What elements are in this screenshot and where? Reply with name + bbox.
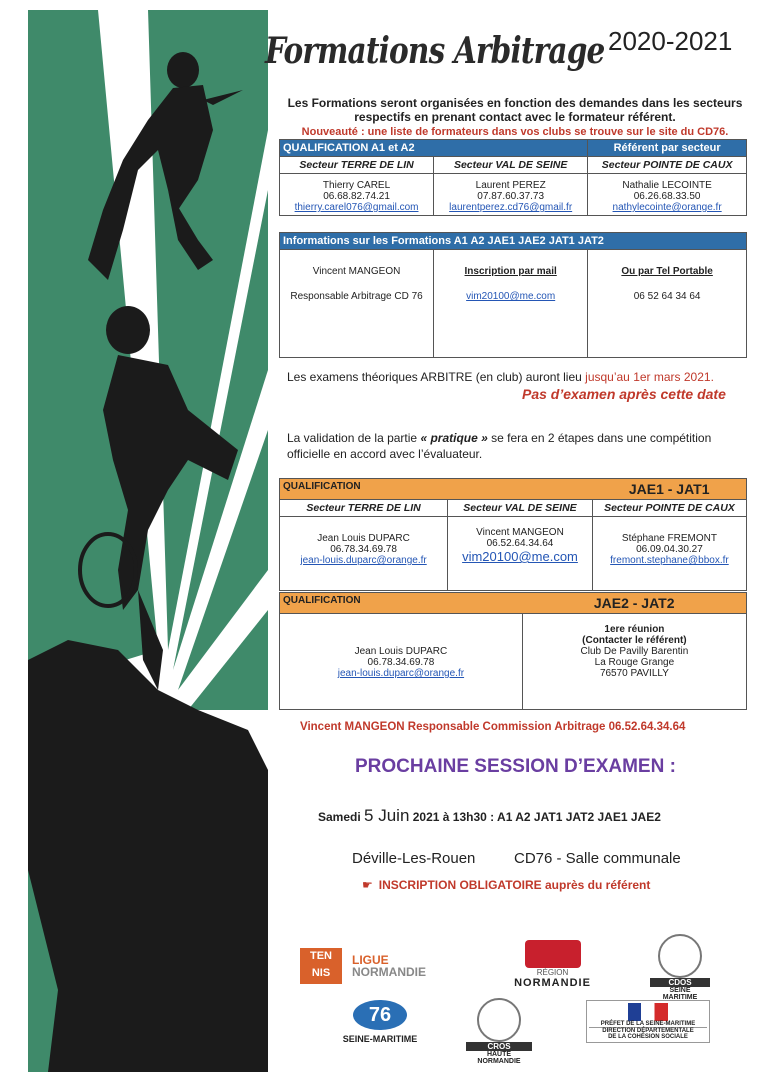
qualification-jae2-title: QUALIFICATION [280,593,523,614]
validation-pratique: « pratique » [420,431,488,445]
contact-email-link[interactable]: laurentperez.cd76@gmail.fr [449,202,573,213]
reunion-title: 1ere réunion [604,624,665,635]
cros-logo [466,998,532,1065]
inscription-text: INSCRIPTION OBLIGATOIRE auprès du référent [378,878,651,892]
session-title: PROCHAINE SESSION D’EXAMEN : [355,756,676,777]
session-place-city: Déville-Les-Rouen [352,850,476,867]
reunion-cell [522,614,746,710]
referent-label: Référent par secteur [588,140,747,157]
contact-phone: 06.78.34.69.78 [330,544,397,555]
ligue-logo [352,954,426,978]
session-date-rest: 2021 à 13h30 : A1 A2 JAT1 JAT2 JAE1 JAE2 [409,810,661,824]
cdos-logo-top: CDOS [650,978,710,987]
qualification-jae2-level: JAE2 - JAT2 [522,593,746,614]
qualification-jae1-level: JAE1 - JAT1 [592,479,746,500]
sector-terre-de-lin: Secteur TERRE DE LIN [280,157,434,174]
contact-name: Jean Louis DUPARC [317,533,410,544]
tennis-logo [300,948,342,984]
contact-email-link[interactable]: jean-louis.duparc@orange.fr [337,668,465,679]
session-day: Samedi [318,810,365,824]
mail-label: Inscription par mail [464,266,557,277]
contact-name: Jean Louis DUPARC [354,646,448,657]
session-date-big: 5 Juin [364,806,410,825]
tel-cell [588,250,747,358]
informations-table [279,232,747,358]
contact-phone: 06.68.82.74.21 [323,191,390,202]
cros-logo-bottom: NORMANDIE [477,1058,521,1065]
reunion-club: Club De Pavilly Barentin [580,646,689,657]
french-flag-icon [628,1003,668,1021]
qualification-a-title: QUALIFICATION A1 et A2 [280,140,588,157]
region-shield-icon [525,940,581,968]
contact-name: Stéphane FREMONT [621,533,717,544]
olympic-rings-icon [477,998,521,1042]
pointing-hand-icon: ☛ [362,878,373,892]
qualification-jae1-table [279,478,747,591]
responsable-name: Vincent MANGEON [312,266,401,277]
contact-name: Thierry CAREL [322,180,391,191]
tel-number: 06 52 64 34 64 [633,291,701,302]
sector-pointe-de-caux: Secteur POINTE DE CAUX [592,500,746,517]
contact-email-link[interactable]: thierry.carel076@gmail.com [294,202,419,213]
cros-logo-top: CROS [466,1042,532,1051]
contact-email-link[interactable]: vim20100@me.com [462,549,578,564]
ligue-logo-bottom: NORMANDIE [352,965,426,979]
contact-cell [280,174,434,216]
contact-email-link[interactable]: nathylecointe@orange.fr [612,202,722,213]
contact-email-link[interactable]: jean-louis.duparc@orange.fr [300,555,427,566]
region-logo-top: RÉGION [536,968,569,977]
qualification-jae2-table [279,592,747,710]
qualification-jae1-title: QUALIFICATION [280,479,593,500]
page-title: Formations Arbitrage [265,30,605,72]
contact-name: Laurent PEREZ [475,180,546,191]
validation-c: se fera en 2 étapes dans une compétition officielle en accord avec l’évaluateur. [287,431,712,461]
prefet-logo [586,1000,710,1043]
prefet-logo-line1: PRÉFET DE LA SEINE-MARITIME [600,1021,696,1027]
reunion-contact: (Contacter le référent) [582,635,687,646]
tel-label: Ou par Tel Portable [621,266,713,277]
no-exam-notice: Pas d’examen après cette date [522,386,726,402]
contact-cell [434,174,588,216]
tennis-logo-bottom: NIS [311,967,331,979]
responsable-role: Responsable Arbitrage CD 76 [290,291,423,302]
reunion-place: La Rouge Grange [594,657,675,668]
season-year: 2020-2021 [608,26,733,56]
qualification-a1-a2-table [279,139,747,216]
contact-phone: 06.26.68.33.50 [633,191,701,202]
prefet-logo-line3: DE LA COHÉSION SOCIALE [608,1034,688,1040]
contact-cell [588,174,747,216]
contact-cell [448,517,593,591]
region-logo-bottom: NORMANDIE [514,977,591,989]
contact-phone: 06.09.04.30.27 [636,544,703,555]
mail-cell [434,250,588,358]
contact-cell [280,517,448,591]
validation-a: La validation de la partie [287,431,421,445]
contact-name: Nathalie LECOINTE [622,180,712,191]
intro-text [285,96,745,124]
cros-logo-mid: HAUTE [486,1051,512,1058]
exam-deadline: jusqu’au 1er mars 2021. [585,370,714,384]
contact-cell [280,614,523,710]
exam-theorique-text [287,370,714,384]
sector-val-de-seine: Secteur VAL DE SEINE [448,500,593,517]
inscription-notice [362,878,650,892]
session-place-room: CD76 - Salle communale [514,850,681,867]
olympic-rings-icon [658,934,702,978]
intro-line-2: respectifs en prenant contact avec le formateur référent. [354,110,676,124]
cdos-logo [650,934,710,1001]
intro-line-1: Les Formations seront organisées en fonction des demandes dans les secteurs [287,96,743,110]
region-normandie-logo [500,940,605,989]
seine-logo-number: 76 [353,1000,407,1030]
left-artwork [28,10,268,1072]
responsable-cell [280,250,434,358]
mail-link[interactable]: vim20100@me.com [466,291,556,302]
responsable-commission: Vincent MANGEON Responsable Commission Arbitrage 06.52.64.34.64 [300,721,686,733]
sector-terre-de-lin: Secteur TERRE DE LIN [280,500,448,517]
cdos-logo-bottom: MARITIME [662,994,698,1001]
seine-logo-text: SEINE-MARITIME [342,1034,418,1044]
exam-text: Les examens théoriques ARBITRE (en club) auront lieu [287,370,586,384]
contact-cell [592,517,746,591]
validation-text [287,430,742,462]
sector-val-de-seine: Secteur VAL DE SEINE [434,157,588,174]
seine-maritime-logo [340,1000,420,1044]
ligue-logo-top: LIGUE [352,953,389,967]
contact-phone: 06.52.64.34.64 [486,538,554,549]
tennis-logo-top: TEN [310,950,332,962]
reunion-city: 76570 PAVILLY [599,668,669,679]
contact-name: Vincent MANGEON [476,527,564,538]
session-date [318,806,661,826]
prefet-logo-line2: DIRECTION DÉPARTEMENTALE [589,1027,707,1034]
contact-phone: 07.87.60.37.73 [477,191,545,202]
sector-pointe-de-caux: Secteur POINTE DE CAUX [588,157,747,174]
contact-email-link[interactable]: fremont.stephane@bbox.fr [610,555,729,566]
cdos-logo-mid: SEINE [669,987,691,994]
contact-phone: 06.78.34.69.78 [367,657,435,668]
nouveaute-notice: Nouveauté : une liste de formateurs dans vos clubs se trouve sur le site du CD76. [301,126,729,138]
informations-title: Informations sur les Formations A1 A2 JAE1 JAE2 JAT1 JAT2 [280,233,747,250]
